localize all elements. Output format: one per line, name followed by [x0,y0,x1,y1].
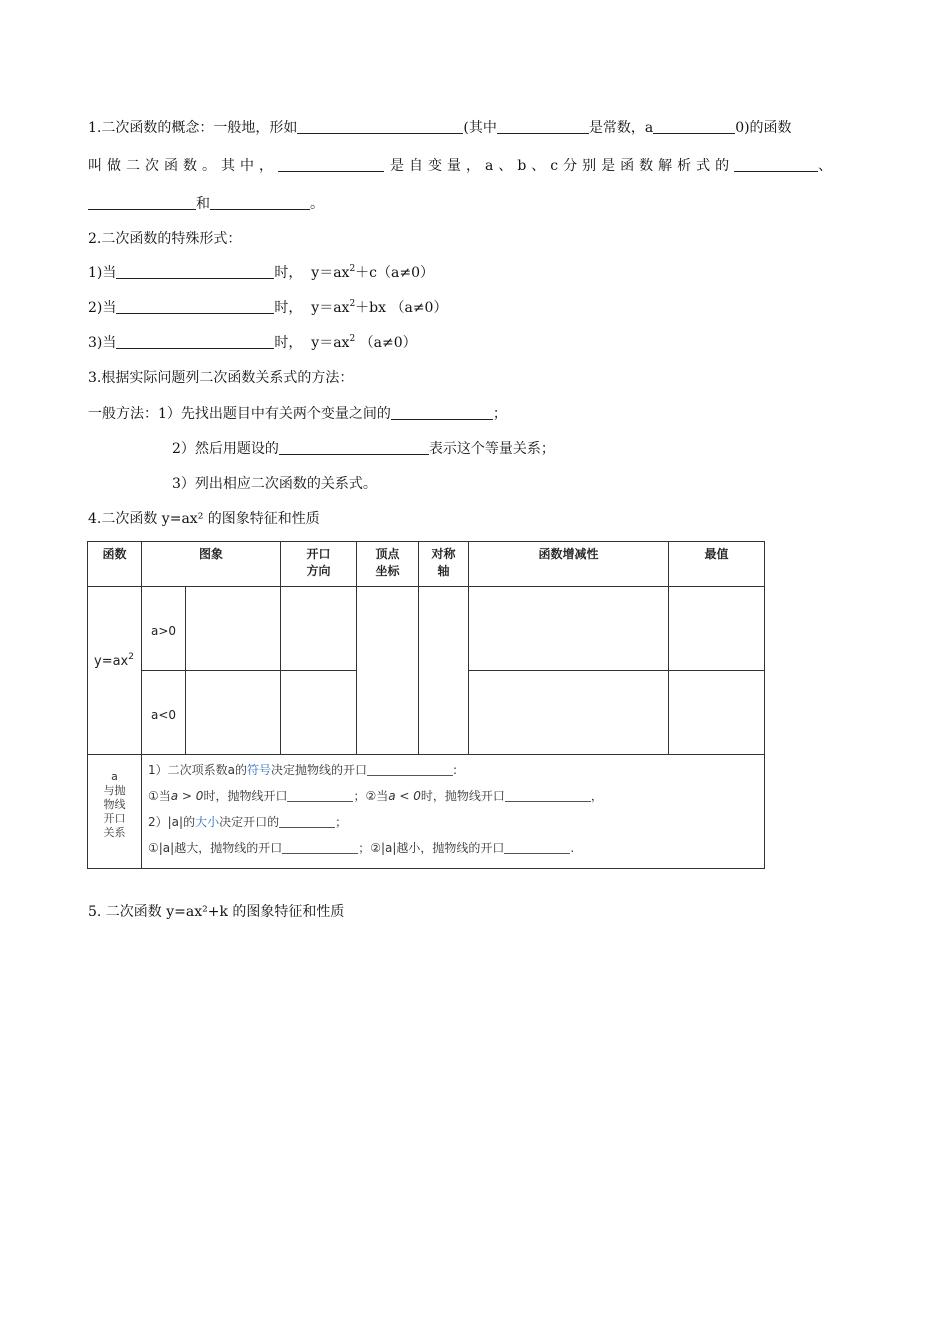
func-label [94,654,134,669]
text: 是自变量，a、b、c分别是函数解析式的 [390,158,735,174]
row-line [88,754,764,755]
s3-method1 [88,404,507,424]
text: （a≠0） [359,335,417,351]
s2-row2 [88,298,447,318]
blank [391,405,493,420]
text: ①当 [148,789,171,803]
text: 叫做二次函数。其中， [88,158,278,174]
s2-row1 [88,263,434,283]
blank [505,789,591,802]
text: 2）然后用题设的 [172,441,279,457]
superscript: 2 [349,334,356,344]
text: 、 [818,158,838,174]
text: ； [492,406,507,422]
relation-label-line: 与抛 [103,784,126,797]
text: y＝ax [311,335,350,351]
relation-label-line: 物线 [103,798,126,811]
text: y＝ax [311,265,350,281]
blank [88,195,196,210]
math: a > 0 [170,789,204,803]
s3-method3: 3）列出相应二次函数的关系式。 [172,476,377,492]
row-line [468,670,764,671]
header-monotonicity: 函数增减性 [538,547,599,561]
header-axis-line1: 对称 [431,547,456,561]
col-line [185,586,186,754]
header-extreme: 最值 [704,547,729,561]
header-open [281,546,356,580]
superscript: 2 [349,264,356,274]
blank [367,763,453,776]
text: 和 [196,196,210,212]
highlight-sign: 符号 [247,763,272,777]
s1-line2 [88,156,837,176]
s4-title: 4.二次函数 y=ax² 的图象特征和性质 [88,511,320,527]
highlight-size: 大小 [195,815,220,829]
superscript: 2 [349,299,356,309]
text: . [570,841,575,855]
text: 一般方法：1）先找出题目中有关两个变量之间的 [88,406,391,422]
relation-line4 [148,840,574,856]
text: 时， [274,265,303,281]
blank [497,119,589,134]
text: 时，抛物线开口 [420,789,505,803]
col-line [668,542,669,754]
text: y＝ax [311,300,350,316]
text: 时，抛物线开口 [203,789,288,803]
s2-title: 2.二次函数的特殊形式： [88,231,242,247]
header-vertex-line1: 顶点 [375,547,400,561]
text: 1）二次项系数a的 [148,763,247,777]
s1-line3 [88,194,324,214]
relation-label-line: a [111,770,118,783]
text: 决定抛物线的开口 [271,763,368,777]
text: (其中 [463,120,497,136]
a-positive-label: a>0 [151,624,177,638]
blank [279,815,335,828]
text: 1)当 [88,265,117,281]
col-line [141,542,142,868]
relation-label-line: 关系 [103,826,126,839]
header-graph: 图象 [198,547,223,561]
blank [116,264,274,279]
blank [504,841,570,854]
blank [653,119,735,134]
relation-label-line: 开口 [103,812,126,825]
text: 3)当 [88,335,117,351]
blank [282,841,358,854]
text: 2)当 [88,300,117,316]
row-line [142,670,356,671]
relation-line3 [148,814,347,830]
properties-table [87,541,765,869]
text: 1.二次函数的概念：一般地，形如 [88,120,298,136]
text: ； [335,815,348,829]
text: 时， [274,300,303,316]
s2-row3 [88,333,417,353]
blank [279,440,429,455]
s1-line1 [88,118,792,138]
relation-line1 [148,762,457,778]
text: ＋c（a≠0） [355,265,434,281]
blank [297,119,463,134]
s3-method2 [172,439,555,459]
row-line [88,586,764,587]
text: 表示这个等量关系； [428,441,555,457]
header-axis-line2: 轴 [437,564,450,578]
header-open-line1: 开口 [306,547,331,561]
blank [210,195,310,210]
text: 。 [310,196,324,212]
blank [287,789,353,802]
col-line [468,542,469,754]
header-vertex [357,546,418,580]
text: 2）|a|的 [148,815,196,829]
text: : [453,763,458,777]
text: y=ax [94,654,129,669]
header-axis [419,546,468,580]
s3-title: 3.根据实际问题列二次函数关系式的方法： [88,370,354,386]
header-func: 函数 [102,547,127,561]
header-open-line2: 方向 [306,564,331,578]
math: a < 0 [388,789,421,803]
text: 时， [274,335,303,351]
text: ， [590,789,603,803]
blank [278,157,384,172]
blank [734,157,818,172]
header-vertex-line2: 坐标 [375,564,400,578]
text: 决定开口的 [219,815,280,829]
text: 是常数，a [588,120,654,136]
text: ；②当 [353,789,389,803]
superscript: 2 [128,652,134,662]
relation-label [88,770,141,840]
relation-line2 [148,788,603,804]
text: ＋bx （a≠0） [355,300,448,316]
text: ①|a|越大，抛物线的开口 [148,841,283,855]
text: ；②|a|越小，抛物线的开口 [358,841,505,855]
a-negative-label: a<0 [151,708,177,722]
blank [116,334,274,349]
text: 0)的函数 [735,120,792,136]
s5-title: 5. 二次函数 y=ax²+k 的图象特征和性质 [88,904,345,920]
blank [116,299,274,314]
